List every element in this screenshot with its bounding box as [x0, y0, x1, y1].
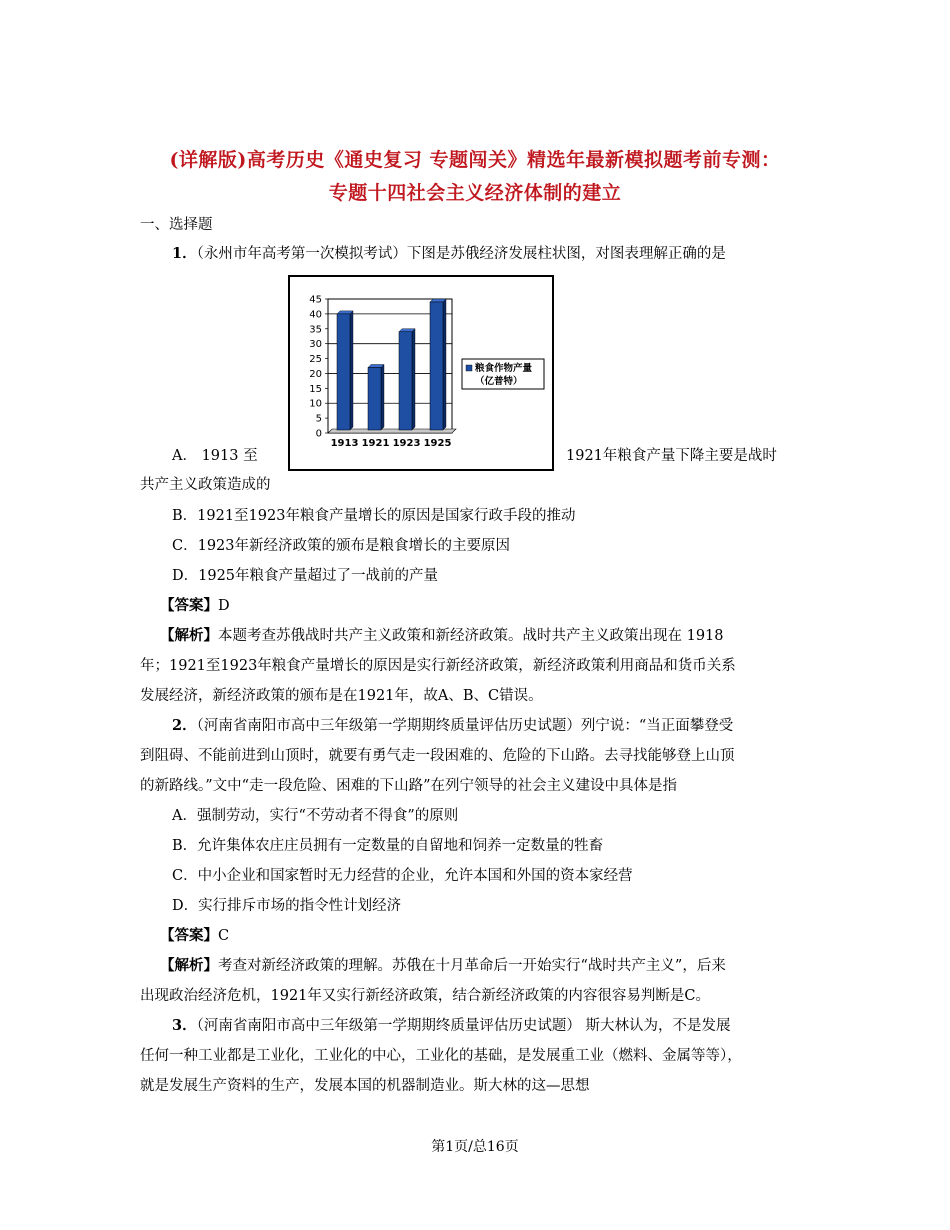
legend-label-line2: （亿普特）	[475, 376, 523, 387]
q3-stem-line3: 就是发展生产资料的生产，发展本国的机器制造业。斯大林的这—思想	[140, 1078, 590, 1094]
y-tick-label: 10	[309, 398, 322, 410]
bar-side	[443, 299, 446, 430]
y-tick-label: 15	[309, 383, 322, 395]
q1-analysis-tag: 【解析】	[160, 627, 218, 644]
y-tick-label: 45	[309, 294, 322, 306]
bar-side	[381, 364, 384, 430]
bar-side	[350, 311, 353, 430]
q2-answer-tag: 【答案】	[160, 927, 218, 944]
page-footer: 第1页/总16页	[431, 1139, 519, 1155]
q2-option-b: B．允许集体农庄庄员拥有一定数量的自留地和饲养一定数量的牲畜	[172, 838, 604, 854]
q2-stem-line2: 到阻碍、不能前进到山顶时，就要有勇气走一段困难的、危险的下山路。去寻找能够登上山顶	[140, 748, 735, 764]
q1-option-b: B．1921至1923年粮食产量增长的原因是国家行政手段的推动	[172, 508, 576, 524]
q2-analysis-tag: 【解析】	[160, 957, 218, 974]
q2-analysis-line1	[160, 956, 726, 976]
q1-answer	[160, 596, 230, 616]
q1-option-c: C．1923年新经济政策的颁布是粮食增长的主要原因	[172, 538, 510, 554]
bar-top	[430, 299, 446, 302]
q2-analysis-line2: 出现政治经济危机，1921年又实行新经济政策，结合新经济政策的内容很容易判断是C。	[140, 988, 710, 1004]
x-tick-label: 1923	[392, 438, 421, 449]
legend-swatch	[466, 365, 472, 371]
bar-1925	[430, 302, 443, 430]
q1-stem	[172, 244, 726, 264]
y-tick-label: 30	[309, 339, 322, 351]
q1-answer-tag: 【答案】	[160, 597, 218, 614]
q1-option-a-continued: 共产主义政策造成的	[140, 477, 271, 493]
q2-answer	[160, 926, 229, 946]
x-tick-label: 1921	[361, 438, 390, 449]
bar-1913	[337, 314, 350, 430]
q1-analysis-text1: 本题考查苏俄战时共产主义政策和新经济政策。战时共产主义政策出现在 1918	[218, 628, 724, 644]
q1-answer-value: D	[218, 598, 230, 614]
q2-answer-value: C	[218, 928, 230, 944]
q1-option-a-suffix: 1921年粮食产量下降主要是战时	[566, 448, 777, 464]
q2-option-a: A．强制劳动，实行“不劳动者不得食”的原则	[172, 808, 459, 824]
bar-top	[337, 311, 353, 314]
bar-1921	[368, 367, 381, 430]
y-tick-label: 5	[315, 413, 322, 425]
bar-chart	[290, 277, 552, 469]
q2-analysis-text1: 考查对新经济政策的理解。苏俄在十月革命后一开始实行“战时共产主义”，后来	[218, 958, 726, 974]
q3-stem-line2: 任何一种工业都是工业化，工业化的中心，工业化的基础，是发展重工业（燃料、金属等等），	[140, 1048, 742, 1064]
section-heading: 一、选择题	[140, 217, 213, 233]
q2-stem-line3: 的新路线。”文中“走一段危险、困难的下山路”在列宁领导的社会主义建设中具体是指	[140, 778, 677, 794]
bar-1923	[399, 332, 412, 430]
legend-label-line1: 粮食作物产量	[475, 363, 533, 374]
q1-number: 1．	[172, 245, 197, 262]
q3-stem-line1	[172, 1016, 730, 1036]
q2-stem-line1	[172, 716, 733, 736]
x-tick-label: 1913	[330, 438, 359, 449]
q1-analysis-line3: 发展经济，新经济政策的颁布是在1921年，故A、B、C错误。	[140, 688, 543, 704]
q2-option-c: C．中小企业和国家暂时无力经营的企业，允许本国和外国的资本家经营	[172, 868, 633, 884]
q1-stem-text: （永州市年高考第一次模拟考试）下图是苏俄经济发展柱状图，对图表理解正确的是	[196, 246, 726, 262]
y-tick-label: 40	[309, 309, 322, 321]
q1-analysis-line2: 年；1921至1923年粮食产量增长的原因是实行新经济政策，新经济政策利用商品和货币关系	[140, 658, 736, 674]
q2-option-d: D．实行排斥市场的指令性计划经济	[172, 898, 402, 914]
y-tick-label: 0	[315, 428, 322, 440]
q3-stem-text1: （河南省南阳市高中三年级第一学期期终质量评估历史试题） 斯大林认为，不是发展	[196, 1018, 731, 1034]
bar-side	[412, 329, 415, 430]
bar-top	[368, 364, 384, 367]
q2-stem-text1: （河南省南阳市高中三年级第一学期期终质量评估历史试题）列宁说：“当正面攀登受	[196, 718, 734, 734]
q1-option-d: D．1925年粮食产量超过了一战前的产量	[172, 568, 439, 584]
q1-analysis-line1	[160, 626, 724, 646]
doc-title-line1: (详解版)高考历史《通史复习 专题闯关》精选年最新模拟题考前专测：	[169, 149, 781, 171]
q1-option-a-prefix: A． 1913 至	[172, 448, 258, 464]
y-tick-label: 20	[309, 368, 322, 380]
y-tick-label: 25	[309, 354, 322, 366]
x-tick-label: 1925	[423, 438, 452, 449]
q2-number: 2．	[172, 717, 197, 734]
y-tick-label: 35	[309, 324, 322, 336]
doc-title-line2: 专题十四社会主义经济体制的建立	[328, 182, 622, 204]
bar-top	[399, 329, 415, 332]
chart-frame	[288, 275, 554, 471]
q3-number: 3．	[172, 1017, 197, 1034]
